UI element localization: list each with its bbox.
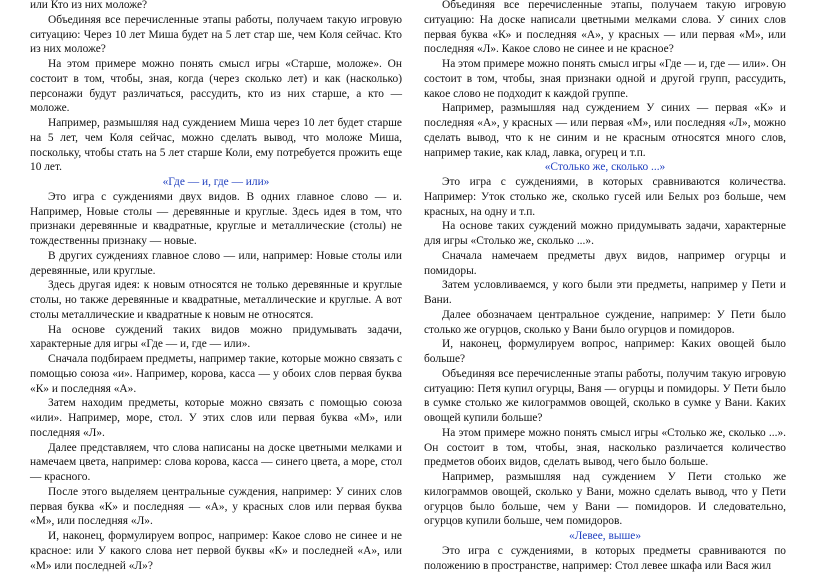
paragraph: На этом примере можно понять смысл игры «Столько же, сколько ...». Он состоит в том, чтобы, зная, насколько различается количество предметов обоих видов, сделать вывод, чего было больше. (424, 426, 786, 469)
paragraph: Объединяя все перечисленные этапы работы, получаем такую игровую ситуацию: Через 10 лет Миша будет на 5 лет стар ше, чем Коля сейчас. Кто из них моложе? (30, 13, 402, 56)
paragraph: Это игра с суждениями, в которых сравниваются количества. Например: Уток столько же, сколько гусей или Белых роз больше, чем красных, на одну и т.п. (424, 176, 786, 218)
section-heading: «Левее, выше» (568, 530, 642, 542)
paragraph: Далее обозначаем центральное суждение, например: У Пети было столько же огурцов, сколько у Вани было огурцов и помидоров. (424, 308, 786, 336)
paragraph: Сначала намечаем предметы двух видов, например огурцы и помидоры. (424, 249, 786, 277)
paragraph: Например, размышляя над суждением У синих — первая «К» и последняя «А», у красных — или первая «М», или последняя «Л», можно сделать вывод, что к не синим и не красным относятся много слов, например такие, как клад, лавка, огурец и т.п. (424, 102, 786, 159)
paragraph: И, наконец, формулируем вопрос, например: Каких овощей было больше? (424, 338, 786, 365)
paragraph: В других суждениях главное слово — или, например: Новые столы или деревянные, или круглые. (30, 249, 402, 277)
right-column (424, 0, 786, 573)
paragraph: На этом примере можно понять смысл игры «Старше, моложе». Он состоит в том, чтобы, зная, когда (через сколько лет) и как (насколько) персонажи будут различаться, рассудить, кто из них старше, а кто — моложе. (30, 58, 402, 115)
paragraph: Далее представляем, что слова написаны на доске цветными мелками и намечаем цвета, например: слова корова, касса — синего цвета, а море, стол — красного. (30, 441, 402, 483)
paragraph: На основе суждений таких видов можно придумывать задачи, характерные для игры «Где — и, где — или». (30, 323, 402, 351)
section-heading: «Столько же, сколько ...» (544, 161, 666, 174)
paragraph: Объединяя все перечисленные этапы работы, получим такую игровую ситуацию: Петя купил огурцы, Ваня — огурцы и помидоры. У Пети было в сумке столько же килограммов овощей, сколько в сумке у Вани. Каких овощей купили больше? (424, 367, 786, 424)
left-column (30, 0, 402, 573)
paragraph: Это игра с суждениями, в которых предметы сравниваются по положению в пространстве, например: Стол левее шкафа или Вася жил (424, 544, 786, 572)
paragraph: Затем находим предметы, которые можно связать с помощью союза «или». Например, море, стол. У этих слов или первая буква «М», или последняя «Л». (30, 397, 402, 439)
section-heading: «Где — и, где — или» (162, 176, 270, 188)
paragraph: Затем условливаемся, у кого были эти предметы, например у Пети и Вани. (424, 279, 786, 306)
paragraph: или Кто из них моложе? (30, 0, 148, 11)
paragraph: На основе таких суждений можно придумывать задачи, характерные для игры «Столько же, сколько ...». (424, 220, 786, 247)
paragraph: Сначала подбираем предметы, например такие, которые можно связать с помощью союза «и». Например, корова, касса — у обоих слов первая буква «К» и последняя «А». (30, 353, 402, 395)
paragraph: Например, размышляя над суждением У Пети столько же килограммов овощей, сколько у Вани, можно сделать вывод, что у Пети огурцов было больше, чем у Вани — помидоров. И следовательно, огурцов купили больше, чем помидоров. (424, 471, 786, 528)
paragraph: После этого выделяем центральные суждения, например: У синих слов первая буква «К» и последняя — «А», у красных слов или первая буква «М», или последняя «Л». (30, 485, 402, 528)
paragraph: Здесь другая идея: к новым относятся не только деревянные и круглые столы, но также деревянные и квадратные, металлические и круглые. А вот столы металлические и квадратные к новым не относятся. (30, 279, 402, 321)
paragraph: И, наконец, формулируем вопрос, например: Какое слово не синее и не красное: или У какого слова нет первой буквы «К» и последней «А», или «М» или последней «Л»? (30, 530, 402, 572)
paragraph: Объединяя все перечисленные этапы, получаем такую игровую ситуацию: На доске написали цветными мелками слова. У синих слов первая буква «К» и последняя «А», у красных — или первая «М», или последняя «Л». Какое слово не синее и не красное? (424, 0, 786, 56)
paragraph: Это игра с суждениями двух видов. В одних главное слово — и. Например, Новые столы — деревянные и круглые. Здесь идея в том, что признаки деревянные и квадратные, круглые и металлические (столы) не тождественны признаку — новые. (30, 190, 402, 247)
paragraph: Например, размышляя над суждением Миша через 10 лет будет старше на 5 лет, чем Коля сейчас, можно сделать вывод, что моложе Миша, поскольку, чтобы стать на 5 лет старше Коли, ему потребуется прожить еще 10 лет. (30, 117, 402, 174)
paragraph: На этом примере можно понять смысл игры «Где — и, где — или». Он состоит в том, чтобы, зная признаки одной и другой групп, рассудить, какое слово не подходит к каждой группе. (424, 58, 786, 100)
